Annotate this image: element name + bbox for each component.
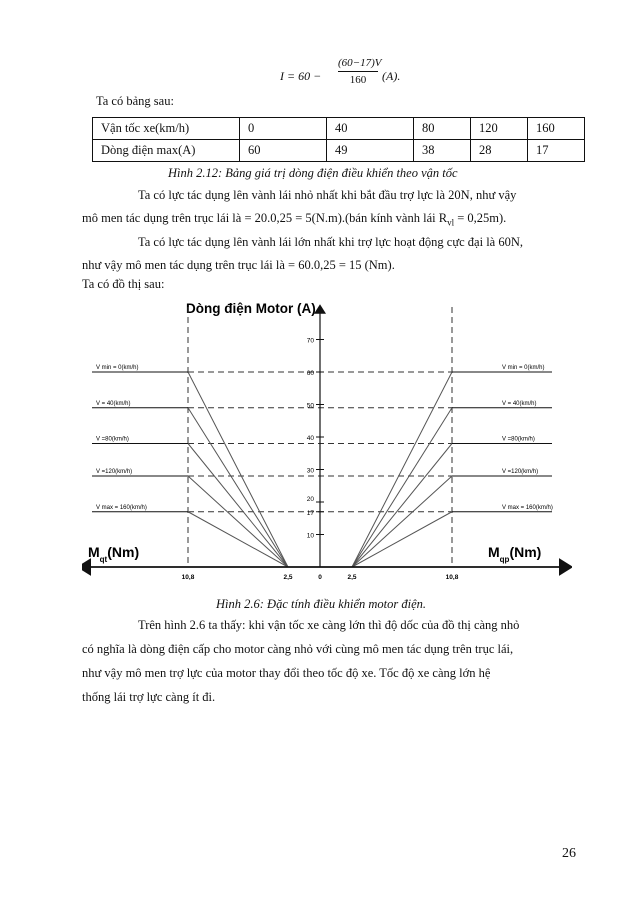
x-axis-label-left: $M_{qt}(Nm)$ [88, 544, 140, 564]
table-cell: 160 [528, 118, 585, 140]
x-tick-label: 10,8 [445, 574, 459, 581]
para3-line3: như vậy mô men trợ lực của motor thay đổi theo tốc độ xe. Tốc độ xe càng lớn hệ [82, 666, 491, 680]
series-label-left: V min = 0(km/h) [96, 365, 139, 371]
formula-lhs: I = 60 − [280, 69, 322, 83]
para2-line3: Ta có đồ thị sau: [82, 277, 165, 291]
formula-denominator: 160 [349, 74, 367, 86]
chart-title: Dòng điện Motor (A) [186, 301, 316, 316]
series-line-right [352, 372, 452, 567]
table-row [93, 140, 585, 162]
x-tick-label: 0 [318, 574, 322, 581]
para1-line2: mô men tác dụng trên trục lái là = 20.0,25 = 5(N.m).(bán kính vành lái $R_{vl} = 0,25m$). [82, 211, 507, 228]
table-cell: 60 [240, 140, 327, 162]
series-label-right: V = 40(km/h) [502, 400, 537, 407]
x-axis-label-right: $M_{qp}(Nm)$ [488, 544, 542, 564]
series-label-left: V max = 160(km/h) [96, 504, 147, 511]
intro-text: Ta có bảng sau: [96, 94, 174, 108]
y-tick-label: 10 [306, 532, 314, 540]
table-cell: 80 [414, 118, 471, 140]
table-cell: 38 [414, 140, 471, 162]
series-label-right: V max = 160(km/h) [502, 504, 553, 511]
table-cell: Dòng điện max(A) [93, 140, 240, 162]
formula-rhs: (A). [382, 69, 401, 83]
x-tick-label: 2,5 [347, 574, 357, 581]
y-tick-label: 17 [306, 509, 314, 517]
y-tick-label: 40 [306, 435, 314, 442]
series-label-left: V =80(km/h) [96, 436, 129, 443]
y-tick-label: 70 [306, 337, 314, 345]
table-cell: 28 [471, 140, 528, 162]
series-line-right [352, 408, 452, 567]
series-label-left: V = 40(km/h) [96, 400, 131, 407]
para3-line1: Trên hình 2.6 ta thấy: khi vận tốc xe càng lớn thì độ dốc của đồ thị càng nhỏ [138, 618, 520, 632]
x-tick-label: 2,5 [283, 574, 293, 581]
current-formula [260, 52, 460, 102]
table-row [93, 118, 585, 140]
para1-line1: Ta có lực tác dụng lên vành lái nhỏ nhất khi bắt đầu trợ lực là 20N, như vậy [138, 188, 517, 202]
table-cell: Vận tốc xe(km/h) [93, 118, 240, 140]
y-tick-label: 60 [306, 370, 314, 377]
series-label-right: V =120(km/h) [502, 469, 539, 475]
series-line-right [352, 476, 452, 567]
para3-line2: có nghĩa là dòng điện cấp cho motor càng nhỏ với cùng mô men tác dụng trên trục lái, [82, 642, 514, 656]
x-tick-label: 10,8 [181, 574, 195, 581]
series-line-left [188, 444, 288, 568]
table-cell: 120 [471, 118, 528, 140]
table-cell: 17 [528, 140, 585, 162]
series-label-right: V =80(km/h) [502, 436, 535, 443]
series-line-left [188, 372, 288, 567]
series-line-left [188, 476, 288, 567]
para2-line1: Ta có lực tác dụng lên vành lái lớn nhất khi trợ lực hoạt động cực đại là 60N, [138, 235, 523, 249]
series-line-right [352, 444, 452, 568]
formula-fraction [338, 56, 382, 87]
page-number: 26 [562, 846, 576, 861]
series-line-right [352, 512, 452, 567]
table-cell: 40 [327, 118, 414, 140]
y-tick-label: 50 [306, 402, 314, 410]
table-cell: 0 [240, 118, 327, 140]
formula-numerator: (60−17)V [338, 57, 382, 69]
y-tick-label: 30 [306, 467, 314, 475]
table-cell: 49 [327, 140, 414, 162]
motor-current-chart [82, 295, 572, 593]
para3-line4: thống lái trợ lực càng ít đi. [82, 690, 216, 704]
y-tick-label: 20 [306, 496, 314, 503]
chart-caption: Hình 2.6: Đặc tính điều khiển motor điện. [216, 597, 427, 611]
series-label-right: V min = 0(km/h) [502, 365, 545, 371]
series-label-left: V =120(km/h) [96, 469, 133, 475]
series-line-left [188, 512, 288, 567]
series-line-left [188, 408, 288, 567]
speed-current-table [92, 117, 585, 162]
para2-line2: như vậy mô men tác dụng trên trục lái là = 60.0,25 = 15 (Nm). [82, 258, 395, 272]
table-caption: Hình 2.12: Bảng giá trị dòng điện điều khiển theo vận tốc [168, 166, 458, 180]
